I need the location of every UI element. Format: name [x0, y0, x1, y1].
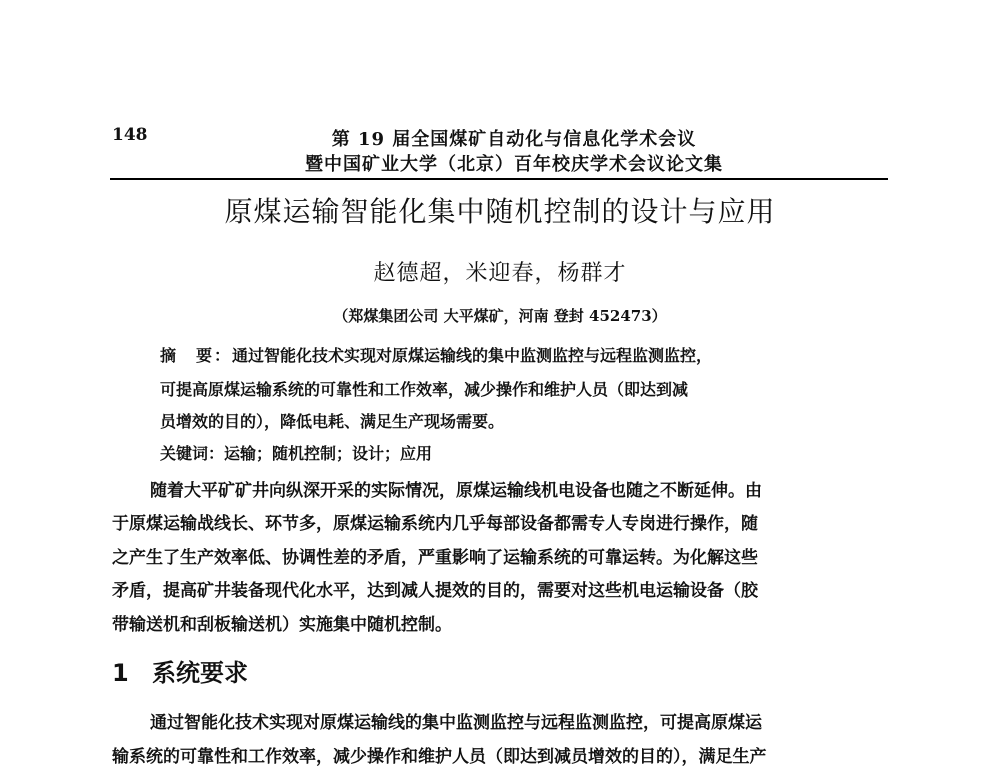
intro-line-3: 之产生了生产效率低、协调性差的矛盾，严重影响了运输系统的可靠运转。为化解这些 [112, 548, 758, 568]
intro-line-2: 于原煤运输战线长、环节多，原煤运输系统内几乎每部设备都需专人专岗进行操作，随 [112, 514, 758, 534]
header-rule [110, 178, 888, 180]
section-line-1: 通过智能化技术实现对原煤运输线的集中监测监控与远程监测监控，可提高原煤运 [150, 713, 762, 733]
section-title: 系统要求 [152, 659, 248, 687]
abstract-line-2: 可提高原煤运输系统的可靠性和工作效率，减少操作和维护人员（即达到减 [160, 380, 689, 399]
section-number: 1 [112, 659, 129, 687]
keywords [160, 441, 432, 464]
proceedings-title: 暨中国矿业大学（北京）百年校庆学术会议论文集 [305, 154, 723, 175]
intro-line-1: 随着大平矿矿井向纵深开采的实际情况，原煤运输线机电设备也随之不断延伸。由 [150, 481, 762, 501]
intro-line-4: 矛盾，提高矿井装备现代化水平，达到减人提效的目的，需要对这些机电运输设备（胶 [112, 581, 758, 601]
keywords-label: 关键词： [160, 444, 225, 463]
abstract-line-3: 员增效的目的），降低电耗、满足生产现场需要。 [160, 412, 505, 431]
conference-title: 第 19 届全国煤矿自动化与信息化学术会议 [331, 129, 697, 150]
abstract-text-1: 通过智能化技术实现对原煤运输线的集中监测监控与远程监测监控， [232, 346, 713, 365]
page-number: 148 [112, 125, 148, 145]
keywords-text: 运输；随机控制；设计；应用 [224, 444, 433, 463]
abstract-line-1 [160, 343, 880, 366]
section-heading [112, 653, 248, 688]
paper-title: 原煤运输智能化集中随机控制的设计与应用 [224, 195, 776, 228]
authors: 赵德超，米迎春，杨群才 [373, 261, 627, 286]
intro-line-5: 带输送机和刮板输送机）实施集中随机控制。 [112, 615, 452, 635]
abstract-label: 摘 要： [160, 346, 233, 365]
section-line-2: 输系统的可靠性和工作效率，减少操作和维护人员（即达到减员增效的目的），满足生产 [112, 747, 767, 767]
affiliation: （郑煤集团公司 大平煤矿，河南 登封 452473） [333, 307, 667, 325]
